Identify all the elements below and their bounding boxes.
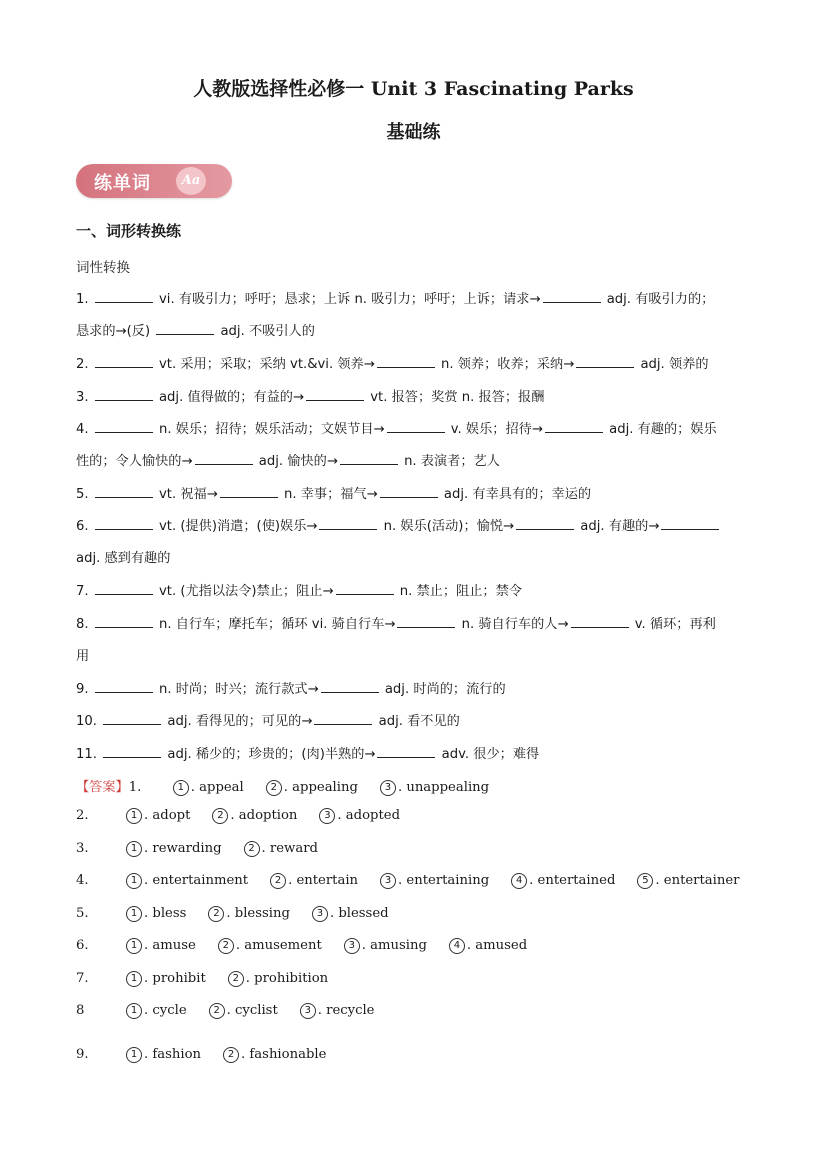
answer-item (209, 1003, 278, 1019)
answer-item (126, 1047, 201, 1063)
question-text: adj. 愉快的→ (254, 454, 338, 469)
answer-word: . adopt (144, 808, 191, 823)
letters-icon: Aa (176, 167, 206, 195)
answer-number: 8 (76, 1003, 85, 1018)
question-text: 1. (76, 292, 93, 307)
question-text: adv. 很少；难得 (437, 747, 540, 762)
question-text: vt. 采用；采取；采纳 vt.&vi. 领养→ (154, 357, 375, 372)
answer-item (126, 906, 186, 922)
question-line (76, 547, 170, 566)
answer-item (208, 906, 290, 922)
answer-item (126, 1003, 187, 1019)
answer-row (76, 971, 350, 987)
question-line (76, 645, 89, 664)
question-text: 9. (76, 682, 93, 697)
question-text: 3. (76, 390, 93, 405)
question-text: 恳求的→(反) (76, 324, 155, 339)
question-text: 8. (76, 617, 93, 632)
question-line (76, 580, 522, 599)
answer-word: . reward (261, 841, 318, 856)
circled-number-icon: 4 (511, 873, 527, 889)
answer-item (244, 841, 318, 857)
answer-word: . appeal (190, 780, 244, 795)
answer-word: . fashionable (241, 1047, 327, 1062)
answer-row (76, 873, 761, 889)
answer-row (76, 906, 411, 922)
answer-blank (95, 290, 153, 303)
circled-number-icon: 4 (449, 938, 465, 954)
answer-blank (95, 680, 153, 693)
circled-number-icon: 1 (126, 938, 142, 954)
answer-item (449, 938, 527, 954)
answer-item (637, 873, 739, 889)
answer-item (218, 938, 322, 954)
question-text: 5. (76, 487, 93, 502)
circled-number-icon: 1 (126, 906, 142, 922)
answer-blank (95, 485, 153, 498)
circled-number-icon: 3 (380, 873, 396, 889)
question-text: adj. 不吸引人的 (216, 324, 315, 339)
circled-number-icon: 3 (344, 938, 360, 954)
circled-number-icon: 1 (126, 808, 142, 824)
question-line (76, 386, 544, 405)
question-line (76, 320, 315, 339)
answer-item (266, 780, 358, 796)
question-text: n. 自行车；摩托车；循环 vi. 骑自行车→ (154, 617, 396, 632)
question-text: adj. 感到有趣的 (76, 551, 171, 566)
question-text: adj. 有趣的→ (576, 519, 660, 534)
question-text: adj. 稀少的；珍贵的；(肉)半熟的→ (163, 747, 376, 762)
question-text: adj. 有吸引力的； (602, 292, 715, 307)
answer-number: 9. (76, 1047, 89, 1062)
practice-words-badge (76, 164, 232, 198)
answer-blank (95, 582, 153, 595)
answer-blank (103, 712, 161, 725)
answer-word: . recycle (317, 1003, 375, 1018)
answer-word: . appealing (283, 780, 358, 795)
question-line (76, 710, 460, 729)
answer-item (223, 1047, 326, 1063)
badge-label: 练单词 (94, 173, 151, 194)
answer-number: 7. (76, 971, 89, 986)
question-text: n. 表演者；艺人 (399, 454, 500, 469)
answer-blank (156, 322, 214, 335)
answer-item (126, 873, 248, 889)
circled-number-icon: 5 (637, 873, 653, 889)
answer-blank (387, 420, 445, 433)
answer-blank (340, 452, 398, 465)
answer-item (511, 873, 615, 889)
circled-number-icon: 2 (270, 873, 286, 889)
section-subheading: 词性转换 (76, 260, 130, 276)
question-text: 性的；令人愉快的→ (76, 454, 193, 469)
answer-row (76, 776, 511, 796)
answer-item (126, 938, 196, 954)
answer-row (76, 841, 340, 857)
answer-blank (336, 582, 394, 595)
answer-word: . entertain (288, 873, 359, 888)
circled-number-icon: 1 (126, 1047, 142, 1063)
question-text: n. 幸事；福气→ (279, 487, 378, 502)
question-text: 11. (76, 747, 102, 762)
question-line (76, 483, 591, 502)
answer-word: . amusing (361, 938, 427, 953)
circled-number-icon: 3 (380, 780, 396, 796)
circled-number-icon: 1 (126, 873, 142, 889)
answer-word: . entertaining (398, 873, 490, 888)
answer-number: 4. (76, 873, 89, 888)
document-subtitle: 基础练 (386, 122, 441, 143)
question-text: v. 娱乐；招待→ (446, 422, 543, 437)
answer-word: . cycle (144, 1003, 187, 1018)
answer-blank (220, 485, 278, 498)
answer-word: . prohibit (144, 971, 206, 986)
answer-number: 5. (76, 906, 89, 921)
question-line (76, 613, 716, 632)
circled-number-icon: 3 (319, 808, 335, 824)
answer-word: . adoption (230, 808, 298, 823)
answer-number: 6. (76, 938, 89, 953)
answer-blank (380, 485, 438, 498)
document-title: 人教版选择性必修一 Unit 3 Fascinating Parks (193, 78, 634, 100)
answer-row (76, 1003, 397, 1019)
answer-item (319, 808, 400, 824)
answer-blank (195, 452, 253, 465)
answer-blank (306, 388, 364, 401)
circled-number-icon: 1 (126, 971, 142, 987)
answer-item (312, 906, 389, 922)
answer-blank (95, 420, 153, 433)
answer-word: . bless (144, 906, 187, 921)
answer-item (126, 841, 222, 857)
answer-number: 3. (76, 841, 89, 856)
circled-number-icon: 2 (244, 841, 260, 857)
circled-number-icon: 2 (212, 808, 228, 824)
circled-number-icon: 1 (126, 841, 142, 857)
answer-item (173, 780, 244, 796)
answer-word: . entertained (529, 873, 616, 888)
answer-blank (103, 745, 161, 758)
question-text: adj. 看得见的；可见的→ (163, 714, 313, 729)
question-text: vt. (提供)消遣；(使)娱乐→ (154, 519, 318, 534)
question-text: adj. 有趣的；娱乐 (604, 422, 717, 437)
question-text: 7. (76, 584, 93, 599)
answer-blank (95, 615, 153, 628)
question-text: vt. 祝福→ (154, 487, 218, 502)
answer-blank (576, 355, 634, 368)
answer-blank (95, 388, 153, 401)
question-text: vt. 报答；奖赏 n. 报答；报酬 (366, 390, 545, 405)
question-text: adj. 有幸具有的；幸运的 (439, 487, 592, 502)
question-text: 用 (76, 649, 90, 664)
circled-number-icon: 2 (209, 1003, 225, 1019)
answer-blank (543, 290, 601, 303)
question-text: 4. (76, 422, 93, 437)
answer-row (76, 938, 549, 954)
answer-item (126, 971, 206, 987)
answer-row (76, 808, 422, 824)
answer-number: 2. (76, 808, 89, 823)
answer-word: . prohibition (245, 971, 329, 986)
question-text: adj. 值得做的；有益的→ (154, 390, 305, 405)
question-text: 10. (76, 714, 102, 729)
circled-number-icon: 3 (300, 1003, 316, 1019)
answer-item (270, 873, 358, 889)
answer-word: . entertainment (144, 873, 249, 888)
question-line (76, 450, 500, 469)
circled-number-icon: 2 (223, 1047, 239, 1063)
answer-blank (321, 680, 379, 693)
circled-number-icon: 2 (266, 780, 282, 796)
answer-blank (571, 615, 629, 628)
question-text: adj. 领养的 (636, 357, 709, 372)
question-line (76, 678, 506, 697)
question-line (76, 515, 721, 534)
circled-number-icon: 3 (312, 906, 328, 922)
circled-number-icon: 2 (228, 971, 244, 987)
question-line (76, 288, 714, 307)
answer-item (212, 808, 297, 824)
question-text: 2. (76, 357, 93, 372)
answer-word: . cyclist (226, 1003, 278, 1018)
answer-blank (95, 517, 153, 530)
section-heading: 一、词形转换练 (76, 222, 182, 240)
answer-word: . rewarding (144, 841, 222, 856)
answer-item (126, 808, 190, 824)
answer-blank (661, 517, 719, 530)
answer-blank (314, 712, 372, 725)
question-line (76, 743, 539, 762)
answer-word: . amusement (235, 938, 322, 953)
answer-word: . entertainer (655, 873, 740, 888)
answer-word: . amuse (144, 938, 196, 953)
answer-word: . blessed (329, 906, 389, 921)
question-line (76, 418, 717, 437)
circled-number-icon: 1 (173, 780, 189, 796)
answer-word: . fashion (144, 1047, 202, 1062)
question-text: n. 禁止；阻止；禁令 (395, 584, 522, 599)
circled-number-icon: 2 (208, 906, 224, 922)
question-text: adj. 时尚的；流行的 (380, 682, 506, 697)
answer-blank (377, 355, 435, 368)
answer-blank (545, 420, 603, 433)
answer-row (76, 1047, 348, 1063)
question-text: n. 领养；收养；采纳→ (436, 357, 575, 372)
circled-number-icon: 1 (126, 1003, 142, 1019)
question-text: 6. (76, 519, 93, 534)
question-text: n. 娱乐；招待；娱乐活动；文娱节目→ (154, 422, 385, 437)
answer-item (344, 938, 427, 954)
answer-blank (319, 517, 377, 530)
answer-word: . amused (466, 938, 528, 953)
answer-blank (95, 355, 153, 368)
answer-item (228, 971, 328, 987)
question-line (76, 353, 709, 372)
answer-label: 【答案】 (76, 780, 129, 795)
answer-item (300, 1003, 375, 1019)
answer-item (380, 780, 489, 796)
question-text: n. 骑自行车的人→ (457, 617, 569, 632)
answer-word: . blessing (226, 906, 290, 921)
question-text: n. 时尚；时兴；流行款式→ (154, 682, 319, 697)
answer-word: . adopted (337, 808, 401, 823)
answer-word: . unappealing (397, 780, 490, 795)
answer-item (380, 873, 489, 889)
question-text: vi. 有吸引力；呼吁；恳求；上诉 n. 吸引力；呼吁；上诉；请求→ (154, 292, 541, 307)
answer-blank (516, 517, 574, 530)
question-text: adj. 看不见的 (374, 714, 460, 729)
answer-blank (397, 615, 455, 628)
answer-number: 1. (128, 780, 142, 795)
circled-number-icon: 2 (218, 938, 234, 954)
question-text: vt. (尤指以法令)禁止；阻止→ (154, 584, 334, 599)
question-text: n. 娱乐(活动)；愉悦→ (379, 519, 515, 534)
answer-blank (377, 745, 435, 758)
question-text: v. 循环；再利 (630, 617, 716, 632)
